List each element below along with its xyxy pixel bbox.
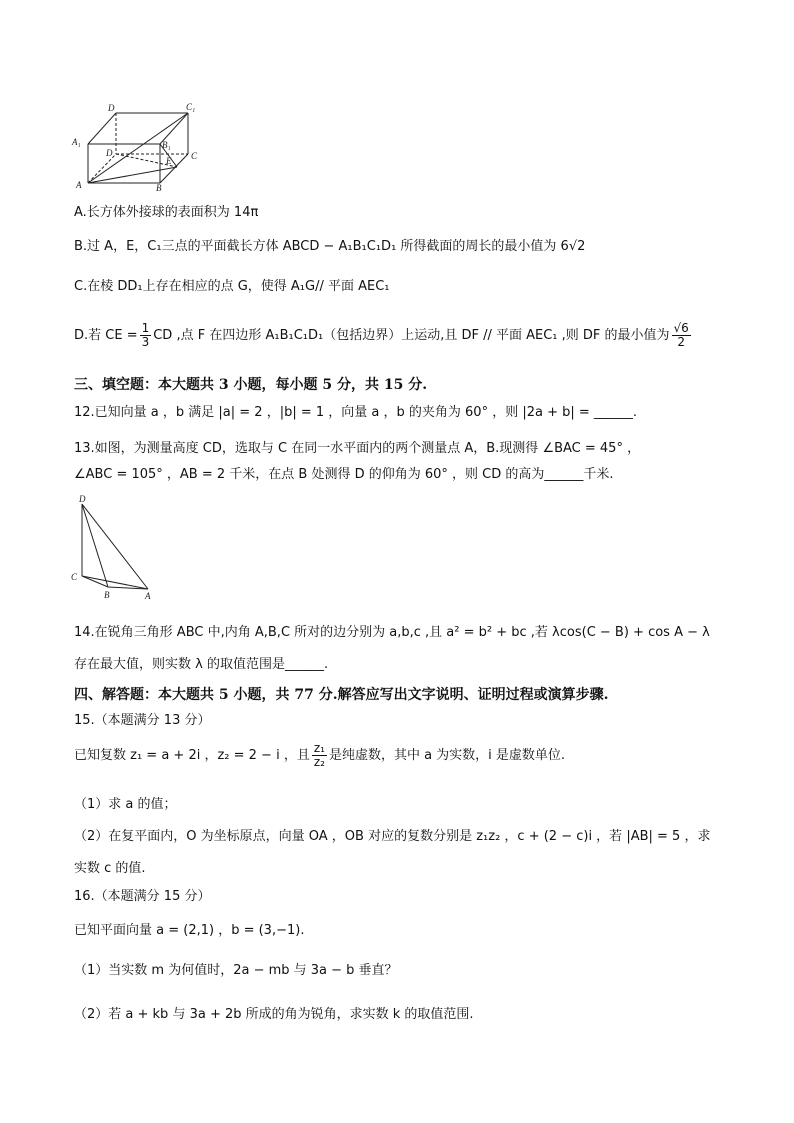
question-16-heading: 16.（本题满分 15 分）	[74, 889, 211, 904]
option-b: B.过 A，E，C₁三点的平面截长方体 ABCD − A₁B₁C₁D₁ 所得截面的周长的最小值为 6√2	[74, 239, 586, 254]
option-d-answer-fraction	[672, 322, 691, 349]
option-a: A.长方体外接球的表面积为 14π	[74, 205, 259, 220]
fraction-denominator: z₂	[313, 755, 325, 769]
question-16-stem: 已知平面向量 a = (2,1) ，b = (3,−1).	[74, 923, 305, 938]
fraction-denominator: 2	[677, 335, 685, 349]
fig2-label: D	[79, 494, 86, 504]
fig1-label: A	[76, 180, 82, 190]
question-16-part2: （2）若 a + kb 与 3a + 2b 所成的角为锐角，求实数 k 的取值范围.	[74, 1007, 474, 1022]
question-15-stem	[74, 742, 565, 769]
q15-stem-pre: 已知复数 z₁ = a + 2i ，z₂ = 2 − i ，且	[74, 747, 310, 763]
fig2-label: A	[145, 591, 151, 601]
fig2-label: B	[104, 590, 110, 600]
fig1-label: D	[108, 103, 115, 113]
fraction-numerator: z₁	[313, 741, 325, 755]
fig2-label: C	[71, 572, 78, 582]
fig1-label: B	[156, 183, 162, 192]
question-15-heading: 15.（本题满分 13 分）	[74, 713, 211, 728]
fig1-label: A₁	[72, 137, 81, 147]
fig1-label: C	[191, 151, 198, 161]
question-15-part1: （1）求 a 的值；	[74, 797, 177, 812]
question-15-part2-cont: 实数 c 的值.	[74, 861, 146, 876]
option-d-mid: CD ,点 F 在四边形 A₁B₁C₁D₁（包括边界）上运动,且 DF // 平面 AEC₁ ,则 DF 的最小值为	[153, 327, 670, 343]
fig1-label: B₁	[162, 140, 171, 150]
question-14-line1: 14.在锐角三角形 ABC 中,内角 A,B,C 所对的边分别为 a,b,c ,且 a² = b² + bc ,若 λcos(C − B) + cos A − λ	[74, 625, 710, 640]
fraction-numerator: 1	[141, 321, 150, 335]
question-16-part1: （1）当实数 m 为何值时，2a − mb 与 3a − b 垂直？	[74, 963, 398, 978]
option-d	[74, 322, 693, 349]
question-15-part2: （2）在复平面内，O 为坐标原点，向量 OA ，OB 对应的复数分别是 z₁z₂ ，c + (2 − c)i ，若 |AB| = 5 ，求	[74, 829, 711, 844]
section-3-heading: 三、填空题：本大题共 3 小题，每小题 5 分，共 15 分.	[74, 377, 428, 393]
q15-stem-post: 是纯虚数，其中 a 为实数，i 是虚数单位.	[328, 747, 566, 763]
option-d-fraction	[140, 322, 152, 349]
question-13-line2: ∠ABC = 105° ，AB = 2 千米，在点 B 处测得 D 的仰角为 60° ，则 CD 的高为______千米.	[74, 467, 614, 482]
question-12: 12.已知向量 a ，b 满足 |a| = 2 ，|b| = 1 ，向量 a ，b 的夹角为 60° ，则 |2a + b| = ______.	[74, 405, 638, 420]
fig1-label: E	[166, 156, 172, 166]
cuboid-figure	[70, 100, 200, 192]
option-d-pre: D.若 CE =	[74, 327, 138, 343]
section-4-heading: 四、解答题：本大题共 5 小题，共 77 分.解答应写出文字说明、证明过程或演算步骤.	[74, 687, 609, 703]
question-13-line1: 13.如图，为测量高度 CD，选取与 C 在同一水平面内的两个测量点 A，B.现测得 ∠BAC = 45° ，	[74, 441, 641, 456]
option-c: C.在棱 DD₁上存在相应的点 G，使得 A₁G// 平面 AEC₁	[74, 279, 390, 294]
question-14-line2: 存在最大值，则实数 λ 的取值范围是______.	[74, 657, 329, 672]
fraction-numerator: √6	[673, 321, 689, 335]
q15-fraction	[312, 742, 327, 769]
fig1-label: D	[106, 148, 113, 158]
fig1-label: C₁	[186, 102, 196, 112]
tetrahedron-figure	[70, 492, 160, 602]
fraction-denominator: 3	[141, 335, 150, 349]
